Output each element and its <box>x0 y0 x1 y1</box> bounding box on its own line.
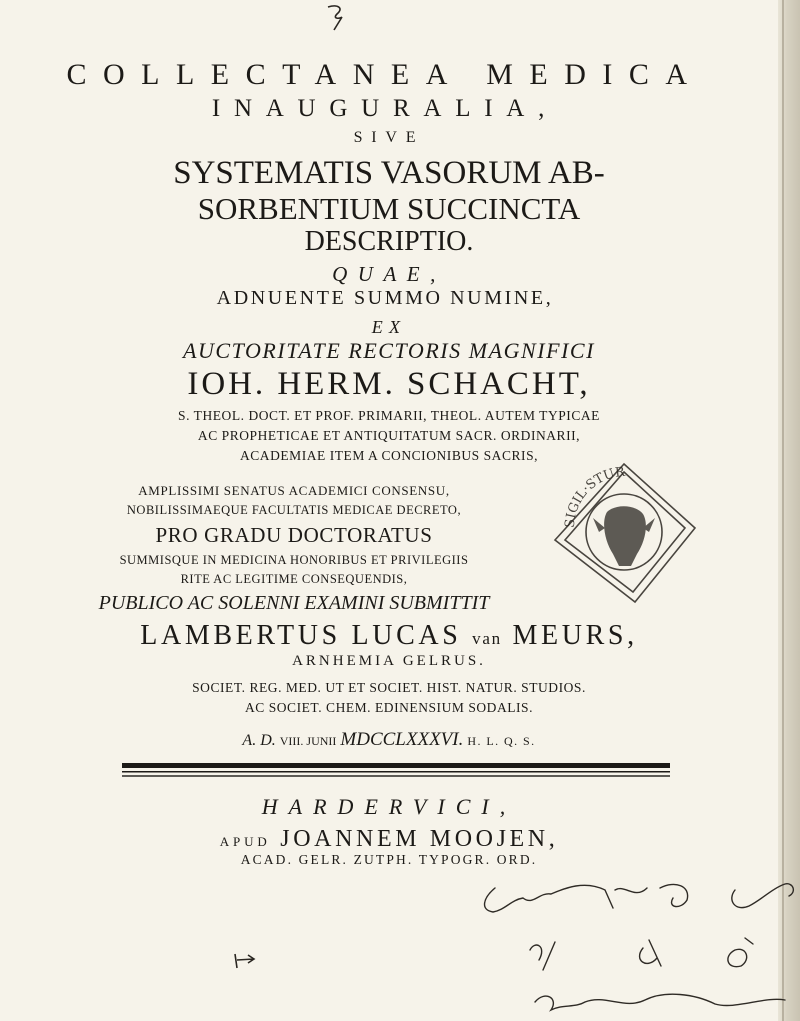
author-societies-1: SOCIET. REG. MED. UT ET SOCIET. HIST. NATUR. STUDIOS. <box>192 680 586 695</box>
seal-text: SIGIL·STUR <box>562 464 626 529</box>
date-prefix: A. D. <box>242 732 276 749</box>
title-line-6: DESCRIPTIO. <box>304 226 474 257</box>
quae-line: QUAE, <box>332 262 446 286</box>
summisque-line-2: RITE AC LEGITIME CONSEQUENDIS, <box>180 572 408 586</box>
place-line: HARDERVICI, <box>261 794 517 819</box>
author-name <box>0 620 778 652</box>
page-number-mark <box>320 2 350 32</box>
senatus-line-2: NOBILISSIMAEQUE FACULTATIS MEDICAE DECRETO, <box>126 503 462 517</box>
auctoritate-line: AUCTORITATE RECTORIS MAGNIFICI <box>182 338 596 363</box>
author-societies-2: AC SOCIET. CHEM. EDINENSIUM SODALIS. <box>244 700 534 715</box>
title-line-5: SORBENTIUM SUCCINCTA <box>197 191 581 226</box>
publico-line: PUBLICO AC SOLENNI EXAMINI SUBMITTIT <box>98 592 490 614</box>
ex-line: EX <box>371 317 407 337</box>
date-day-month: VIII. JUNII <box>279 734 337 748</box>
rector-titles-2: AC PROPHETICAE ET ANTIQUITATUM SACR. ORDINARII, <box>197 428 581 443</box>
author-name-b: MEURS, <box>512 620 638 651</box>
author-name-a: LAMBERTUS LUCAS <box>140 620 462 651</box>
date-suffix: H. L. Q. S. <box>467 734 536 748</box>
date-year: MDCCLXXXVI. <box>340 729 464 750</box>
author-van: van <box>472 629 502 648</box>
publisher-name: JOANNEM MOOJEN, <box>280 826 559 852</box>
publisher-line <box>0 826 778 853</box>
title-line-4: SYSTEMATIS VASORUM AB- <box>173 155 605 191</box>
author-origin: ARNHEMIA GELRUS. <box>292 653 486 669</box>
title-line-3: SIVE <box>353 129 425 146</box>
adnuente-line: ADNUENTE SUMMO NUMINE, <box>216 287 554 309</box>
pro-gradu-line: PRO GRADU DOCTORATUS <box>155 523 433 547</box>
publisher-role: ACAD. GELR. ZUTPH. TYPOGR. ORD. <box>240 852 538 867</box>
handwritten-signature <box>435 870 800 1021</box>
rector-titles-1: S. THEOL. DOCT. ET PROF. PRIMARII, THEOL. AUTEM TYPICAE <box>178 408 600 423</box>
title-line-2: INAUGURALIA, <box>211 95 559 122</box>
rector-titles-3: ACADEMIAE ITEM A CONCIONIBUS SACRIS, <box>239 448 539 463</box>
page-edge <box>778 0 800 1021</box>
decorative-rule <box>122 763 670 779</box>
publisher-apud: APUD <box>219 834 271 849</box>
senatus-line-1: AMPLISSIMI SENATUS ACADEMICI CONSENSU, <box>138 483 450 498</box>
library-seal-stamp <box>545 458 703 608</box>
rector-name: IOH. HERM. SCHACHT, <box>187 366 591 402</box>
title-line-1: COLLECTANEA MEDICA <box>66 58 704 91</box>
date-line <box>0 729 778 751</box>
ink-mark <box>232 951 258 971</box>
summisque-line-1: SUMMISQUE IN MEDICINA HONORIBUS ET PRIVILEGIIS <box>119 553 469 567</box>
